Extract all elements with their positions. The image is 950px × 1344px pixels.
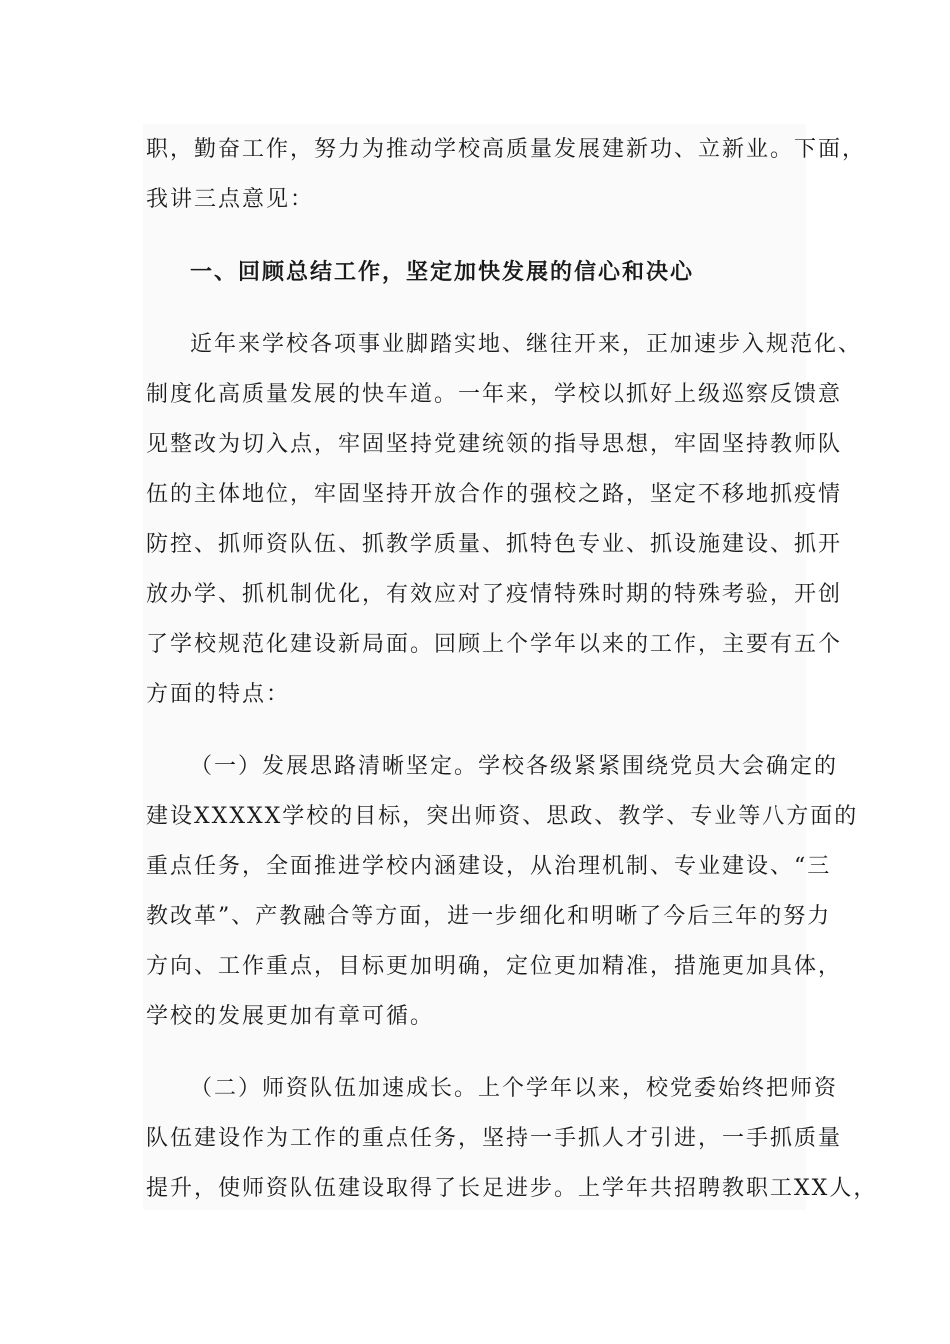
paragraph-line: 方面的特点： xyxy=(146,682,291,707)
paragraph-line: 队伍建设作为工作的重点任务，坚持一手抓人才引进，一手抓质量 xyxy=(146,1126,843,1151)
paragraph-line: 放办学、抓机制优化，有效应对了疫情特殊时期的特殊考验，开创 xyxy=(146,582,843,607)
paragraph-line: 近年来学校各项事业脚踏实地、继往开来，正加速步入规范化、 xyxy=(190,332,863,357)
paragraph-line: 职，勤奋工作，努力为推动学校高质量发展建新功、立新业。下面， xyxy=(146,137,867,162)
paragraph-line: 伍的主体地位，牢固坚持开放合作的强校之路，坚定不移地抓疫情 xyxy=(146,482,843,507)
paragraph-line: 方向、工作重点，目标更加明确，定位更加精准，措施更加具体， xyxy=(146,954,843,979)
paragraph-line: 了学校规范化建设新局面。回顾上个学年以来的工作，主要有五个 xyxy=(146,632,843,657)
paragraph-line: 重点任务，全面推进学校内涵建设，从治理机制、专业建设、“三 xyxy=(146,854,832,879)
paragraph-line: 防控、抓师资队伍、抓教学质量、抓特色专业、抓设施建设、抓开 xyxy=(146,532,843,557)
subsection-line: （二）师资队伍加速成长。上个学年以来，校党委始终把师资 xyxy=(190,1076,839,1101)
paragraph-line: 制度化高质量发展的快车道。一年来，学校以抓好上级巡察反馈意 xyxy=(146,382,843,407)
paragraph-line: 见整改为切入点，牢固坚持党建统领的指导思想，牢固坚持教师队 xyxy=(146,432,843,457)
paragraph-line: 我讲三点意见： xyxy=(146,187,315,212)
subsection-line: （一）发展思路清晰坚定。学校各级紧紧围绕党员大会确定的 xyxy=(190,754,839,779)
paragraph-line: 学校的发展更加有章可循。 xyxy=(146,1004,435,1029)
paragraph-line: 提升，使师资队伍建设取得了长足进步。上学年共招聘教职工XX人， xyxy=(146,1176,878,1201)
paragraph-line: 教改革”、产教融合等方面，进一步细化和明晰了今后三年的努力 xyxy=(146,904,832,929)
paragraph-line: 建设XXXXX学校的目标，突出师资、思政、教学、专业等八方面的 xyxy=(146,804,859,829)
section-heading: 一、回顾总结工作，坚定加快发展的信心和决心 xyxy=(190,259,695,285)
